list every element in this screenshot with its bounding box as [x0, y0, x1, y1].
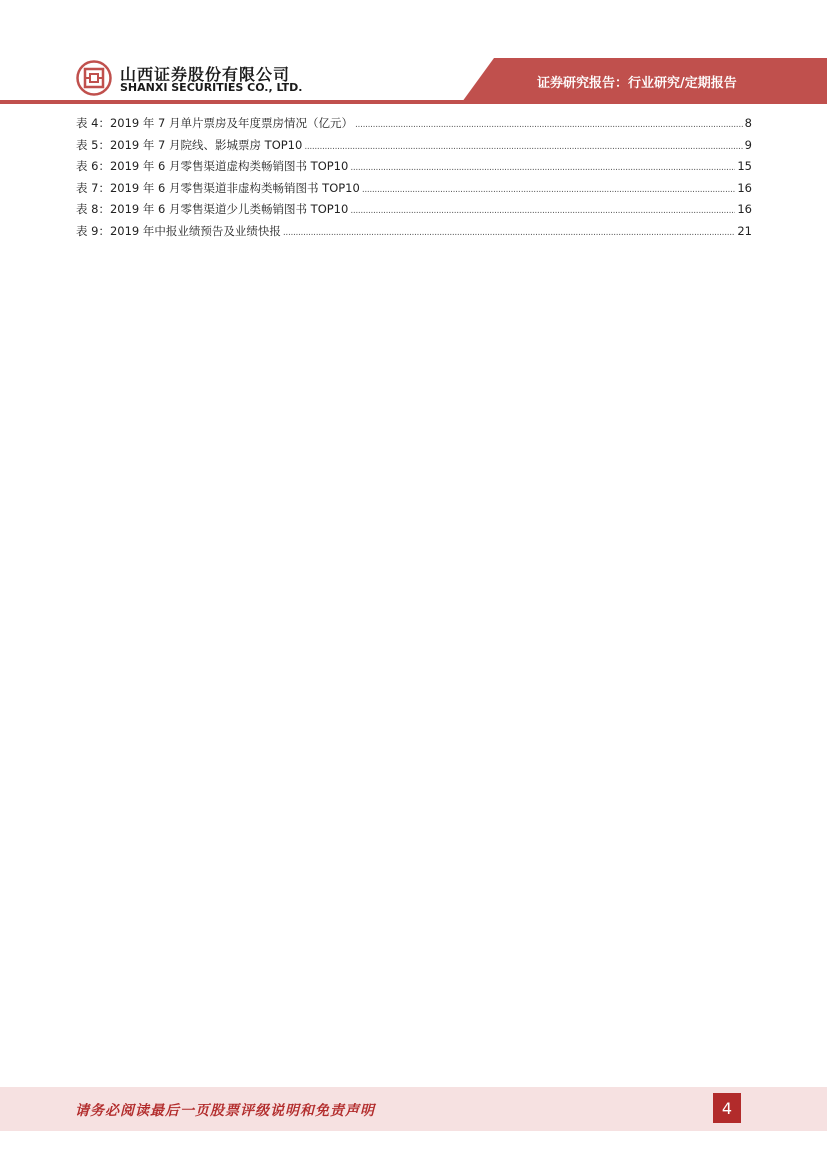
toc-dot-leader [355, 116, 743, 130]
toc-entry-page: 15 [737, 159, 752, 174]
toc-entry-label: 表 7：2019 年 6 月零售渠道非虚构类畅销图书 TOP10 [76, 180, 360, 195]
toc-entry[interactable] [76, 223, 752, 245]
toc-entry-label: 表 8：2019 年 6 月零售渠道少儿类畅销图书 TOP10 [76, 202, 349, 217]
toc-dot-leader [304, 138, 742, 152]
toc-entry-page: 16 [737, 180, 752, 195]
toc-entry[interactable] [76, 180, 752, 202]
toc-entry-label: 表 9：2019 年中报业绩预告及业绩快报 [76, 223, 281, 238]
toc-entry-label: 表 5：2019 年 7 月院线、影城票房 TOP10 [76, 137, 303, 152]
toc-entry[interactable] [76, 201, 752, 223]
toc-entry-page: 21 [737, 223, 752, 238]
page-header [0, 0, 827, 105]
toc-entry-page: 16 [737, 202, 752, 217]
toc-dot-leader [283, 224, 735, 238]
company-name-en: SHANXI SECURITIES CO., LTD. [120, 81, 303, 94]
toc-dot-leader [362, 181, 736, 195]
page-number: 4 [713, 1093, 741, 1123]
toc-entry-label: 表 4：2019 年 7 月单片票房及年度票房情况（亿元） [76, 116, 354, 130]
toc-dot-leader [350, 202, 735, 216]
toc-entry[interactable] [76, 115, 752, 137]
company-name-cn: 山西证券股份有限公司 [120, 65, 291, 84]
toc-entry-page: 8 [744, 116, 752, 130]
disclaimer-notice: 请务必阅读最后一页股票评级说明和免责声明 [75, 1103, 375, 1119]
toc-dot-leader [350, 159, 735, 173]
toc-entry[interactable] [76, 137, 752, 159]
report-type-label: 证券研究报告：行业研究/定期报告 [537, 76, 737, 91]
header-divider [0, 100, 827, 104]
table-of-contents [76, 115, 752, 245]
toc-entry[interactable] [76, 158, 752, 180]
toc-entry-page: 9 [744, 137, 752, 152]
company-logo-icon [76, 60, 112, 96]
toc-entry-label: 表 6：2019 年 6 月零售渠道虚构类畅销图书 TOP10 [76, 159, 349, 174]
